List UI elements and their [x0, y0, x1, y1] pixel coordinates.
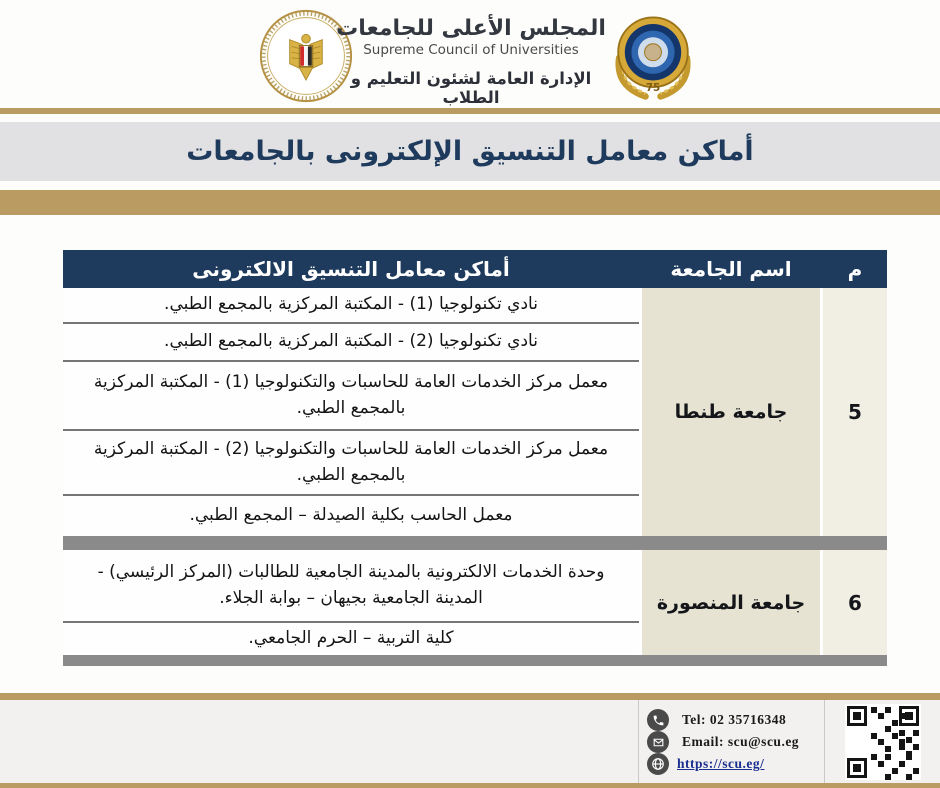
tel-value: 02 35716348 [709, 712, 787, 727]
table-section-mansoura [63, 550, 887, 655]
lab-location-row: وحدة الخدمات الالكترونية بالمدينة الجامعية للطالبات (المركز الرئيسي) - المدينة الجامعية بجيهان – بوابة الجلاء. [63, 550, 639, 623]
lab-location-row: معمل مركز الخدمات العامة للحاسبات والتكنولوجيا (1) - المكتبة المركزية بالمجمع الطبي. [63, 362, 639, 431]
phone-icon [647, 709, 669, 731]
labs-table [63, 250, 887, 666]
email-text [677, 734, 799, 750]
scu-emblem [606, 8, 700, 104]
lab-location-row: معمل الحاسب بكلية الصيدلة – المجمع الطبي. [189, 505, 513, 526]
footer-bottom-gold-bar [0, 783, 940, 788]
column-header-university: اسم الجامعة [670, 257, 792, 281]
gold-divider-under-title [0, 190, 940, 215]
footer-qr-zone [825, 700, 940, 783]
footer-contacts [638, 700, 825, 783]
qr-code [845, 704, 921, 780]
university-name-cell: جامعة المنصورة [639, 550, 823, 655]
scu-75-badge: 75 [645, 81, 661, 94]
footer [0, 700, 940, 783]
department-name-arabic: الإدارة العامة لشئون التعليم و الطلاب [350, 69, 592, 107]
page-title-band [0, 122, 940, 181]
labs-cell [63, 550, 639, 655]
email-label: Email: [682, 734, 724, 749]
globe-icon [647, 753, 669, 775]
org-name-arabic: المجلس الأعلى للجامعات [336, 16, 606, 41]
footer-gold-divider [0, 693, 940, 700]
row-number-cell: 5 [823, 288, 887, 536]
email-value: scu@scu.eg [727, 734, 800, 749]
lab-location-row: كلية التربية – الحرم الجامعي. [248, 628, 454, 649]
column-header-labs: أماكن معامل التنسيق الالكترونى [192, 257, 510, 281]
university-name-cell: جامعة طنطا [639, 288, 823, 536]
tel-label: Tel: [682, 712, 707, 727]
section-separator-bar [63, 536, 887, 550]
lab-location-row: نادي تكنولوجيا (2) - المكتبة المركزية بالمجمع الطبي. [63, 324, 639, 362]
org-name-english: Supreme Council of Universities [363, 42, 579, 58]
contact-row-tel [647, 709, 816, 731]
page-title: أماكن معامل التنسيق الإلكترونى بالجامعات [186, 136, 754, 167]
lab-location-row: نادي تكنولوجيا (1) - المكتبة المركزية بالمجمع الطبي. [63, 288, 639, 324]
header-text-block [330, 16, 612, 107]
table-header-row [63, 250, 887, 288]
footer-spacer [0, 700, 638, 783]
column-header-number: م [847, 257, 863, 281]
envelope-icon [647, 731, 669, 753]
contact-row-email [647, 731, 816, 753]
table-section-tanta [63, 288, 887, 536]
tel-text [677, 712, 786, 728]
contact-row-website [647, 753, 816, 775]
lab-location-row: معمل مركز الخدمات العامة للحاسبات والتكنولوجيا (2) - المكتبة المركزية بالمجمع الطبي. [63, 431, 639, 496]
website-link[interactable]: https://scu.eg/ [677, 756, 765, 771]
gold-divider-top [0, 108, 940, 114]
labs-cell [63, 288, 639, 536]
row-number-cell: 6 [823, 550, 887, 655]
table-bottom-bar [63, 655, 887, 666]
